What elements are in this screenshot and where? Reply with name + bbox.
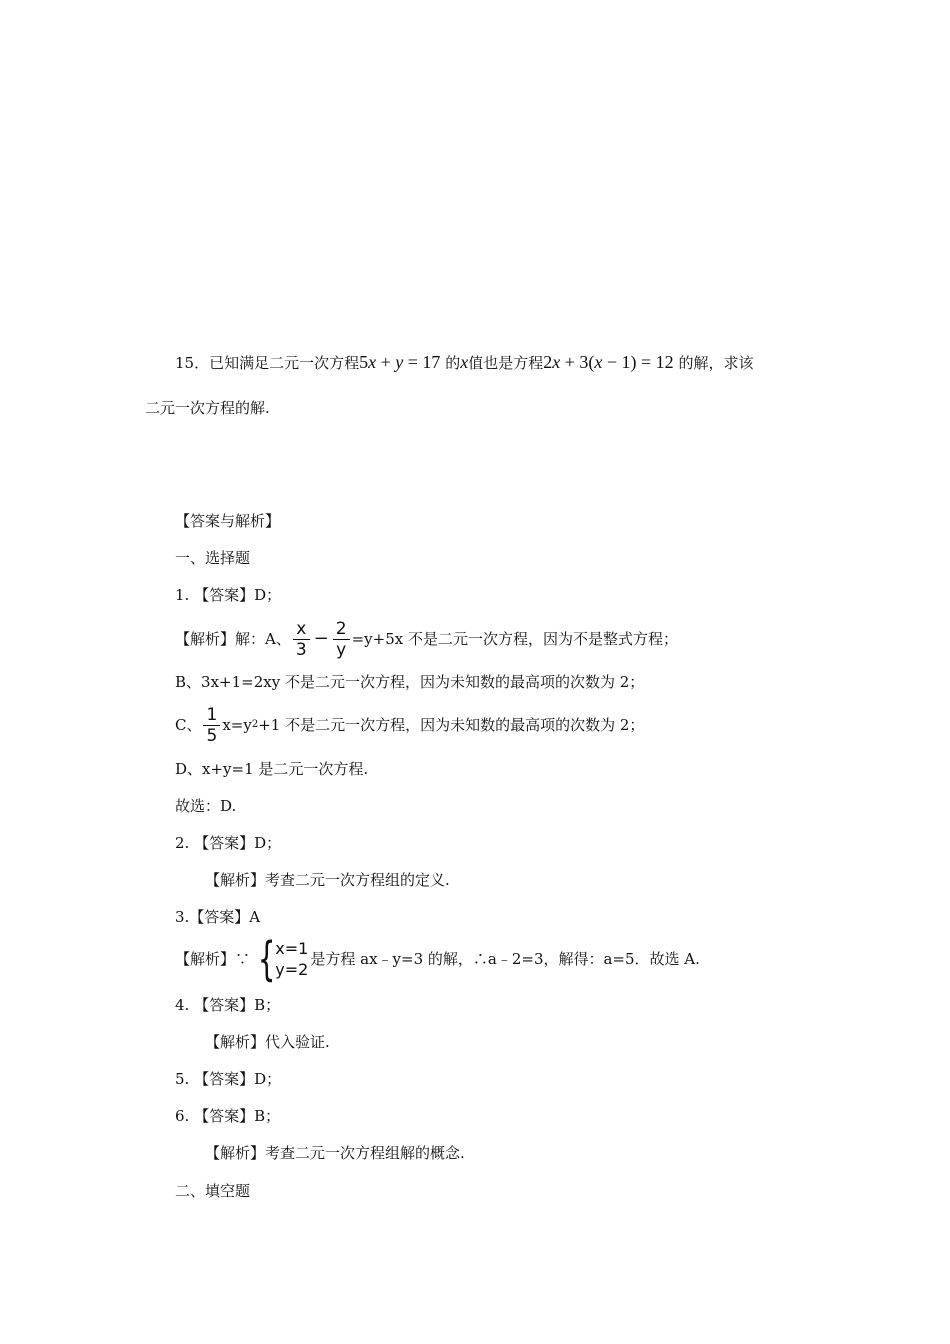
fraction-2-over-y: $\frac{2}{y}$: [333, 619, 350, 660]
problem-15-line1: 15．已知满足二元一次方程5x + y = 17 的x值也是方程2x + 3(x − 1) = 12 的解，求该: [175, 352, 754, 372]
problem-15-prefix: 15．已知满足二元一次方程: [175, 354, 360, 372]
q1-answer: 1. 【答案】D；: [175, 586, 282, 604]
q1-option-c: C、 $\frac{1}{5}$ x=y 2 +1 不是二元一次方程，因为未知数的最高项的次数为 2；: [175, 704, 645, 746]
fraction-1-over-5: $\frac{1}{5}$: [203, 705, 220, 746]
q4-answer: 4. 【答案】B；: [175, 996, 281, 1014]
answers-header: 【答案与解析】: [175, 512, 281, 530]
q6-explanation: 【解析】考查二元一次方程组解的概念.: [205, 1144, 465, 1162]
equation-2: 2x + 3(x − 1) = 12: [543, 352, 674, 372]
q4-explanation: 【解析】代入验证.: [205, 1033, 330, 1051]
section-1-title: 一、选择题: [175, 549, 251, 567]
equation-1: 5x + y = 17: [359, 352, 441, 372]
q6-answer: 6. 【答案】B；: [175, 1107, 281, 1125]
q1-option-d: D、x+y=1 是二元一次方程.: [175, 760, 369, 778]
q3-explanation: 【解析】∵ { x=1 y=2 是方程 ax﹣y=3 的解，∴a﹣2=3，解得：a=5．故选 A.: [175, 932, 700, 986]
fraction-x-over-3: $\frac{x}{3}$: [293, 619, 310, 660]
equation-system: { x=1 y=2: [257, 932, 309, 986]
q3-answer: 3.【答案】A: [175, 908, 261, 926]
q5-answer: 5. 【答案】D；: [175, 1070, 282, 1088]
q1-explanation: 【解析】解：A、 $\frac{x}{3}$ − $\frac{2}{y}$ =y+5x 不是二元一次方程，因为不是整式方程；: [175, 618, 678, 660]
q1-option-b: B、3x+1=2xy 不是二元一次方程，因为未知数的最高项的次数为 2；: [175, 673, 645, 691]
q2-answer: 2. 【答案】D；: [175, 834, 282, 852]
problem-15-line2: 二元一次方程的解.: [145, 399, 270, 417]
left-brace-icon: {: [257, 932, 276, 986]
section-2-title: 二、填空题: [175, 1182, 251, 1200]
q2-explanation: 【解析】考查二元一次方程组的定义.: [205, 871, 450, 889]
q1-choose: 故选：D.: [175, 797, 237, 815]
